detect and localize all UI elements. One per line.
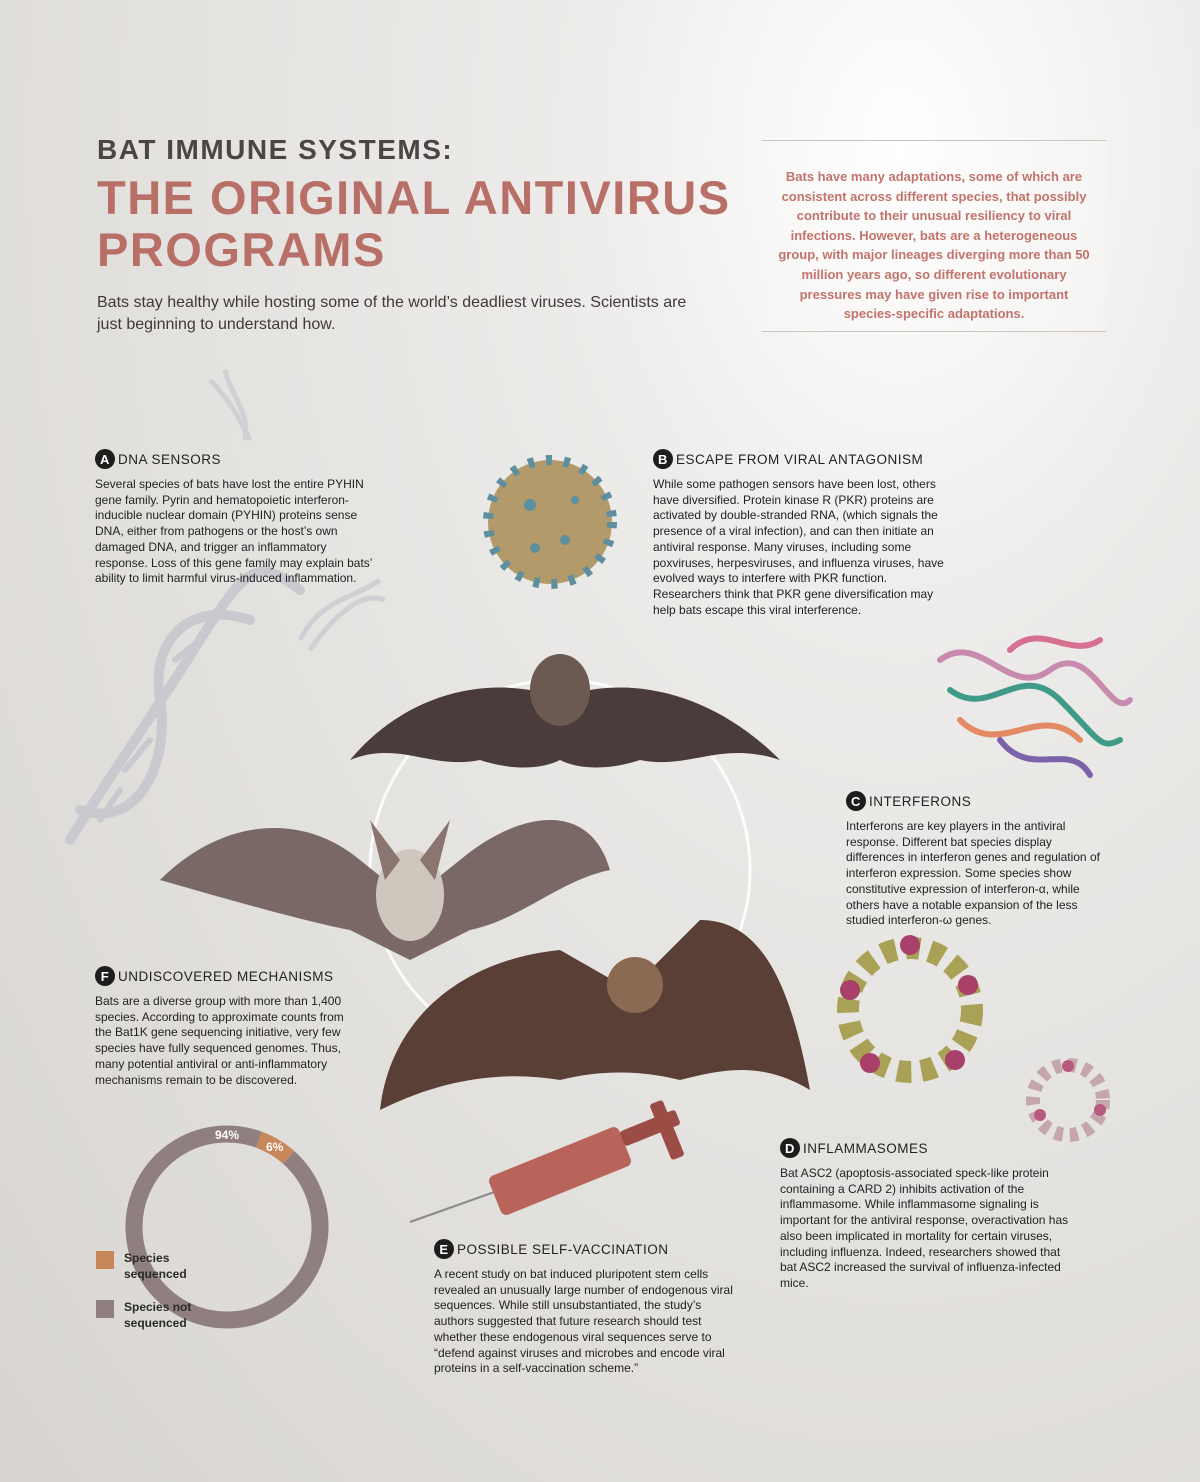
section-title: DNA SENSORS — [118, 451, 222, 467]
inflammasome-large-icon — [840, 935, 978, 1073]
page-intro: Bats stay healthy while hosting some of the world’s deadliest viruses. Scientists are just beginning to understand how. — [97, 294, 687, 333]
section-heading — [434, 1239, 734, 1259]
letter-badge: B — [653, 449, 673, 469]
letter-badge: E — [434, 1239, 454, 1259]
section-self-vaccination — [434, 1239, 734, 1377]
section-heading — [846, 791, 1106, 811]
section-body: A recent study on bat induced pluripotent stem cells revealed an unusually large number of endogenous viral sequences. While still unsubstantiated, the study’s authors suggested that future research should test whether these endogenous viral sequences serve to “defend against viruses and microbes and encode viral proteins in a self-vaccination scheme.” — [434, 1267, 733, 1376]
legend-item-sequenced — [96, 1250, 214, 1282]
legend-swatch — [96, 1300, 114, 1318]
section-heading — [653, 449, 953, 469]
page-kicker: BAT IMMUNE SYSTEMS: — [97, 134, 454, 165]
inflammasome-small-icon — [1033, 1060, 1106, 1135]
bat-bottom-icon — [380, 920, 810, 1110]
legend-label: Species sequenced — [124, 1251, 187, 1281]
legend-item-not-sequenced — [96, 1299, 214, 1331]
bat-left-icon — [160, 820, 610, 960]
bat-top-icon — [350, 654, 780, 768]
legend-swatch — [96, 1251, 114, 1269]
section-title: UNDISCOVERED MECHANISMS — [118, 968, 334, 984]
section-body: Interferons are key players in the antiviral response. Different bat species display differences in interferon genes and regulation of interferon expression. Some species show constitutive expression of interferon-α, while others have a notable expansion of the less studied interferon-ω genes. — [846, 819, 1100, 928]
section-body: While some pathogen sensors have been lost, others have diversified. Protein kinase R (PKR) proteins are activated by double-stranded RNA, (which signals the presence of a viral infection), and can then initiate an antiviral response. Many viruses, including some poxviruses, herpesviruses, and influenza viruses, have evolved ways to interfere with PKR function. Researchers think that PKR gene diversification may help bats escape this viral interference. — [653, 477, 944, 617]
slice-label-sequenced: 6% — [265, 1140, 284, 1155]
interferon-protein-icon — [940, 638, 1130, 775]
sidebar-text: Bats have many adaptations, some of which are consistent across different species, that possibly contribute to their unusual resiliency to viral infections. However, bats are a heterogeneous group, with major lineages diverging more than 50 million years ago, so different evolutionary pressures may have given rise to important species-specific adaptations. — [778, 169, 1090, 322]
chart-legend — [96, 1250, 214, 1331]
section-title: INTERFERONS — [869, 793, 972, 809]
sidebar-note — [762, 140, 1106, 332]
section-title: ESCAPE FROM VIRAL ANTAGONISM — [676, 451, 924, 467]
section-heading — [95, 966, 355, 986]
letter-badge: D — [780, 1138, 800, 1158]
section-undiscovered-mechanisms — [95, 966, 355, 1088]
virus-icon — [488, 460, 612, 584]
letter-badge: C — [846, 791, 866, 811]
section-interferons — [846, 791, 1106, 929]
page-title: THE ORIGINAL ANTIVIRUS PROGRAMS — [97, 171, 731, 276]
letter-badge: F — [95, 966, 115, 986]
section-inflammasomes — [780, 1138, 1080, 1292]
section-title: POSSIBLE SELF-VACCINATION — [457, 1241, 669, 1257]
section-heading — [780, 1138, 1080, 1158]
section-escape-viral-antagonism — [653, 449, 953, 618]
section-heading — [95, 449, 375, 469]
section-dna-sensors — [95, 449, 375, 587]
legend-label: Species not sequenced — [124, 1300, 192, 1330]
slice-label-not-sequenced: 94% — [214, 1128, 240, 1142]
section-title: INFLAMMASOMES — [803, 1140, 929, 1156]
syringe-icon — [410, 1100, 685, 1222]
section-body: Bat ASC2 (apoptosis-associated speck-like protein containing a CARD 2) inhibits activation of the inflammasome. While inflammasome signaling is important for the antiviral response, overactivation has also been implicated in mortality for certain viruses, including influenza. Indeed, researchers showed that bat ASC2 increased the survival of influenza-infected mice. — [780, 1166, 1069, 1290]
letter-badge: A — [95, 449, 115, 469]
section-body: Several species of bats have lost the entire PYHIN gene family. Pyrin and hematopoietic interferon-inducible nuclear domain (PYHIN) proteins sense DNA, either from pathogens or the host’s own damaged DNA, and trigger an inflammatory response. Loss of this gene family may explain bats’ ability to limit harmful virus-induced inflammation. — [95, 477, 373, 586]
section-body: Bats are a diverse group with more than 1,400 species. According to approximate counts from the Bat1K gene sequencing initiative, very few species have fully sequenced genomes. Thus, many potential antiviral or anti-inflammatory mechanisms remain to be discovered. — [95, 994, 344, 1087]
dna-helix-large-icon — [70, 572, 300, 840]
